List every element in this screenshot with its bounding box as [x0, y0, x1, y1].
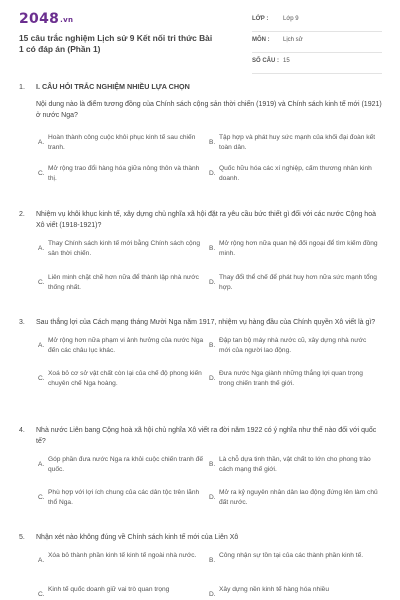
question-4 — [19, 425, 384, 506]
option-d[interactable] — [209, 369, 379, 389]
option-text: Xây dựng nền kinh tế hàng hóa nhiều — [219, 586, 330, 593]
option-letter: A. — [38, 342, 45, 349]
question-text: Nhà nước Liên bang Cộng hoà xã hội chủ nghĩa Xô viết ra đời năm 1922 có ý nghĩa như thế nào đối với quốc tế? — [36, 427, 377, 445]
option-text: Mở ra kỷ nguyên nhân dân lao động đứng lên làm chủ đất nước. — [219, 489, 378, 506]
meta-label: SỐ CÂU : — [252, 58, 279, 64]
option-letter: A. — [38, 557, 45, 564]
question-text: Nội dung nào là điểm tương đồng của Chính sách cộng sản thời chiến (1919) và Chính sách kinh tế mới (1921) ở nước Nga? — [36, 101, 382, 119]
question-header — [19, 532, 384, 543]
question-number: 4. — [19, 427, 25, 434]
question-5 — [19, 532, 384, 598]
option-text: Tập hợp và phát huy sức mạnh của khối đại đoàn kết toàn dân. — [219, 134, 376, 151]
option-text: Đưa nước Nga giành những thắng lợi quan trọng trong chiến tranh thế giới. — [219, 370, 363, 387]
question-number: 3. — [19, 319, 25, 326]
meta-value: Lịch sử — [283, 37, 303, 43]
meta-label: MÔN : — [252, 37, 270, 43]
option-letter: C. — [38, 375, 45, 382]
page-header — [0, 0, 400, 68]
page-title: 15 câu trắc nghiệm Lịch sử 9 Kết nối tri thức Bài 1 có đáp án (Phần 1) — [19, 33, 213, 54]
option-text: Mở rộng hơn nữa phạm vi ảnh hưởng của nước Nga đến các châu lục khác. — [48, 337, 204, 354]
quiz-meta — [252, 13, 382, 76]
option-a[interactable] — [38, 455, 208, 475]
meta-row-grade — [252, 13, 382, 32]
meta-row-count — [252, 55, 382, 74]
question-text: Sau thắng lợi của Cách mạng tháng Mười Nga năm 1917, nhiệm vụ hàng đầu của Chính quyền Xô viết là gì? — [36, 319, 376, 326]
site-logo[interactable] — [19, 11, 73, 27]
option-letter: A. — [38, 245, 45, 252]
option-letter: B. — [209, 557, 216, 564]
question-3 — [19, 317, 384, 387]
question-text: Nhiệm vụ khôi khục kinh tế, xây dựng chủ nghĩa xã hội đặt ra yêu cầu bức thiết gì đối với các nước Cộng hoà Xô viết (1918-1921)? — [36, 211, 376, 229]
option-letter: A. — [38, 461, 45, 468]
option-text: Xoá bỏ cơ sở vật chất còn lại của chế độ phong kiến chuyên chế Nga hoàng. — [48, 370, 202, 387]
question-header — [19, 99, 384, 121]
option-b[interactable] — [209, 455, 379, 475]
option-c[interactable] — [38, 273, 208, 293]
option-letter: D. — [209, 494, 216, 501]
question-number — [19, 99, 36, 121]
option-text: Phù hợp với lợi ích chung của các dân tộc trên lãnh thổ Nga. — [48, 489, 200, 506]
question-header — [19, 425, 384, 447]
section-heading — [19, 82, 190, 91]
option-text: Hoàn thành công cuộc khôi phục kinh tế sau chiến tranh. — [48, 134, 196, 151]
option-text: Thay Chính sách kinh tế mới bằng Chính sách cộng sản thời chiến. — [48, 240, 201, 257]
option-letter: D. — [209, 591, 216, 598]
option-text: Đập tan bộ máy nhà nước cũ, xây dựng nhà nước mới của người lao động. — [219, 337, 367, 354]
logo-suffix: .vn — [60, 16, 74, 24]
option-c[interactable] — [38, 164, 208, 184]
question-header — [19, 209, 384, 231]
option-text: Xóa bỏ thành phần kinh tế kinh tế ngoài nhà nước. — [48, 552, 197, 559]
option-b[interactable] — [209, 133, 379, 153]
option-text: Mở rộng hơn nữa quan hệ đối ngoại để tìm kiếm đồng minh. — [219, 240, 378, 257]
option-d[interactable] — [209, 273, 379, 293]
option-c[interactable] — [38, 369, 208, 389]
meta-row-subject — [252, 34, 382, 53]
option-a[interactable] — [38, 551, 208, 566]
meta-value: Lớp 9 — [283, 16, 299, 22]
option-c[interactable] — [38, 585, 208, 600]
question-text: Nhận xét nào không đúng về Chính sách kinh tế mới của Liên Xô — [36, 534, 239, 541]
question-2 — [19, 209, 384, 291]
question-number: 2. — [19, 211, 25, 218]
option-letter: C. — [38, 170, 45, 177]
option-text: Công nhận sự tồn tại của các thành phần kinh tế. — [219, 552, 364, 559]
option-c[interactable] — [38, 488, 208, 508]
option-text: Quốc hữu hóa các xí nghiệp, cấm thương nhân kinh doanh. — [219, 165, 372, 182]
option-letter: D. — [209, 279, 216, 286]
question-1 — [19, 99, 384, 182]
logo-text: 2048 — [19, 11, 60, 27]
option-text: Góp phần đưa nước Nga ra khỏi cuộc chiến tranh đế quốc. — [48, 456, 204, 473]
option-d[interactable] — [209, 164, 379, 184]
option-letter: D. — [209, 170, 216, 177]
option-letter: B. — [209, 342, 216, 349]
option-d[interactable] — [209, 488, 379, 508]
option-text: Mở rộng trao đổi hàng hóa giữa nông thôn và thành thị. — [48, 165, 200, 182]
option-letter: B. — [209, 245, 216, 252]
section-number: 1. — [19, 82, 25, 91]
option-letter: B. — [209, 461, 216, 468]
option-a[interactable] — [38, 239, 208, 259]
section-title: I. CÂU HỎI TRẮC NGHIỆM NHIỀU LỰA CHỌN — [36, 82, 190, 91]
option-a[interactable] — [38, 336, 208, 356]
option-letter: C. — [38, 591, 45, 598]
option-b[interactable] — [209, 239, 379, 259]
option-d[interactable] — [209, 585, 379, 600]
option-text: Liên minh chặt chẽ hơn nữa để thành lập nhà nước thống nhất. — [48, 274, 199, 291]
option-b[interactable] — [209, 551, 379, 566]
meta-value: 15 — [283, 58, 290, 64]
meta-label: LỚP : — [252, 16, 269, 22]
question-header — [19, 317, 384, 328]
option-text: Là chỗ dựa tinh thần, vật chất to lớn cho phong trào cách mạng thế giới. — [219, 456, 371, 473]
option-letter: A. — [38, 139, 45, 146]
option-letter: C. — [38, 279, 45, 286]
option-text: Kinh tế quốc doanh giữ vai trò quan trọng — [48, 586, 170, 593]
option-letter: D. — [209, 375, 216, 382]
option-letter: C. — [38, 494, 45, 501]
option-letter: B. — [209, 139, 216, 146]
option-text: Thay đổi thể chế để phát huy hơn nữa sức mạnh tổng hợp. — [219, 274, 377, 291]
question-number: 5. — [19, 534, 25, 541]
option-a[interactable] — [38, 133, 208, 153]
option-b[interactable] — [209, 336, 379, 356]
